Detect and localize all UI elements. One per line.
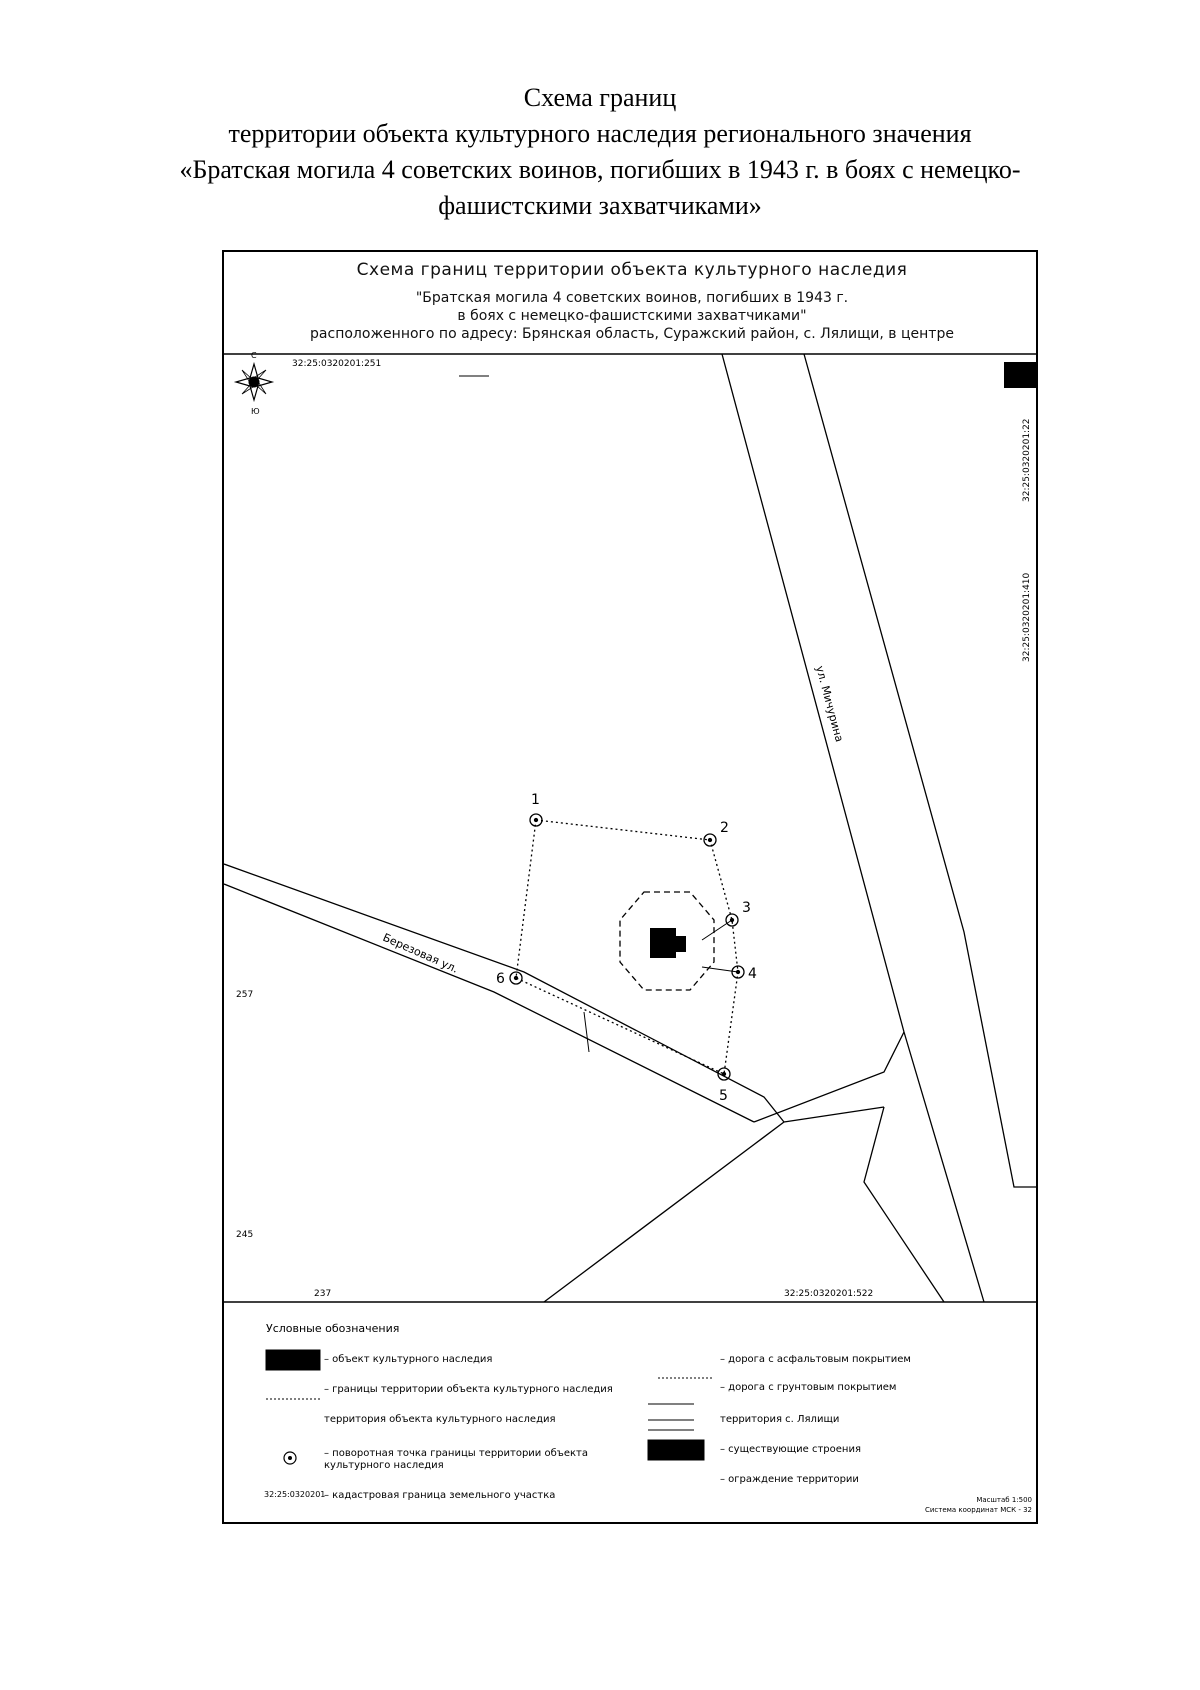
legend-territory: территория объекта культурного наследия bbox=[324, 1414, 556, 1425]
legend-turning-point-2: культурного наследия bbox=[324, 1460, 444, 1471]
point-label-2: 2 bbox=[720, 820, 729, 836]
point-label-1: 1 bbox=[531, 792, 540, 808]
title-line-4: фашистскими захватчиками» bbox=[438, 191, 762, 220]
cadastral-bottom-237: 237 bbox=[314, 1289, 332, 1299]
legend-fence: – ограждение территории bbox=[720, 1474, 859, 1485]
cadastral-right-mid: 32:25:0320201:410 bbox=[1022, 572, 1032, 662]
existing-building-top-right bbox=[1004, 362, 1036, 388]
heritage-object bbox=[650, 928, 686, 958]
point-label-3: 3 bbox=[742, 900, 751, 916]
map-title: Схема границ территории объекта культурного наследия bbox=[356, 260, 908, 280]
legend-coord-system: Система координат МСК - 32 bbox=[924, 1506, 1032, 1514]
legend-existing-buildings: – существующие строения bbox=[720, 1444, 861, 1455]
compass-south: Ю bbox=[251, 407, 260, 416]
legend-territory-border: – границы территории объекта культурного наследия bbox=[324, 1384, 613, 1395]
point-label-6: 6 bbox=[496, 971, 505, 987]
legend-cadastral: – кадастровая граница земельного участка bbox=[324, 1490, 556, 1501]
street-michurina bbox=[722, 354, 1036, 1302]
cadastral-left-257: 257 bbox=[236, 990, 254, 1000]
legend-symbols bbox=[266, 1350, 714, 1464]
document-title bbox=[100, 80, 1100, 224]
point-label-5: 5 bbox=[719, 1088, 728, 1104]
cadastral-left-245: 245 bbox=[236, 1230, 254, 1240]
title-line-2: территории объекта культурного наследия регионального значения bbox=[228, 119, 972, 148]
legend-heritage-object: – объект культурного наследия bbox=[324, 1354, 493, 1365]
legend-dirt-road: – дорога с грунтовым покрытием bbox=[720, 1382, 897, 1393]
street-label-berezovaya: Березовая ул. bbox=[380, 930, 461, 976]
map-subtitle-line-3: в боях с немецко-фашистскими захватчиками" bbox=[457, 308, 807, 324]
compass-north: С bbox=[251, 351, 257, 360]
title-line-3: «Братская могила 4 советских воинов, погибших в 1943 г. в боях с немецко- bbox=[179, 155, 1021, 184]
legend-village-territory: территория с. Лялищи bbox=[720, 1414, 840, 1425]
street-label-michurina: ул. Мичурина bbox=[813, 664, 846, 744]
title-line-1: Схема границ bbox=[523, 83, 677, 112]
legend-title: Условные обозначения bbox=[266, 1322, 400, 1335]
map-subtitle-line-4: расположенного по адресу: Брянская область, Суражский район, с. Лялищи, в центре bbox=[310, 326, 954, 342]
compass-rose bbox=[236, 351, 272, 416]
cadastral-top-left: 32:25:0320201:251 bbox=[292, 359, 382, 369]
point-label-4: 4 bbox=[748, 966, 757, 982]
legend-scale: Масштаб 1:500 bbox=[976, 1496, 1032, 1504]
legend-asphalt-road: – дорога с асфальтовым покрытием bbox=[720, 1354, 911, 1365]
turning-points bbox=[510, 814, 744, 1080]
cadastral-right-top: 32:25:0320201:22 bbox=[1022, 418, 1032, 502]
legend-turning-point-1: – поворотная точка границы территории объекта bbox=[324, 1448, 588, 1459]
territory-boundary bbox=[516, 820, 738, 1074]
street-berezovaya bbox=[224, 864, 944, 1302]
map-frame bbox=[222, 250, 1038, 1524]
legend-cadastral-sample: 32:25:0320201 bbox=[264, 1490, 326, 1499]
map-subtitle-line-2: "Братская могила 4 советских воинов, погибших в 1943 г. bbox=[415, 290, 849, 306]
cadastral-bottom-right: 32:25:0320201:522 bbox=[784, 1289, 874, 1299]
